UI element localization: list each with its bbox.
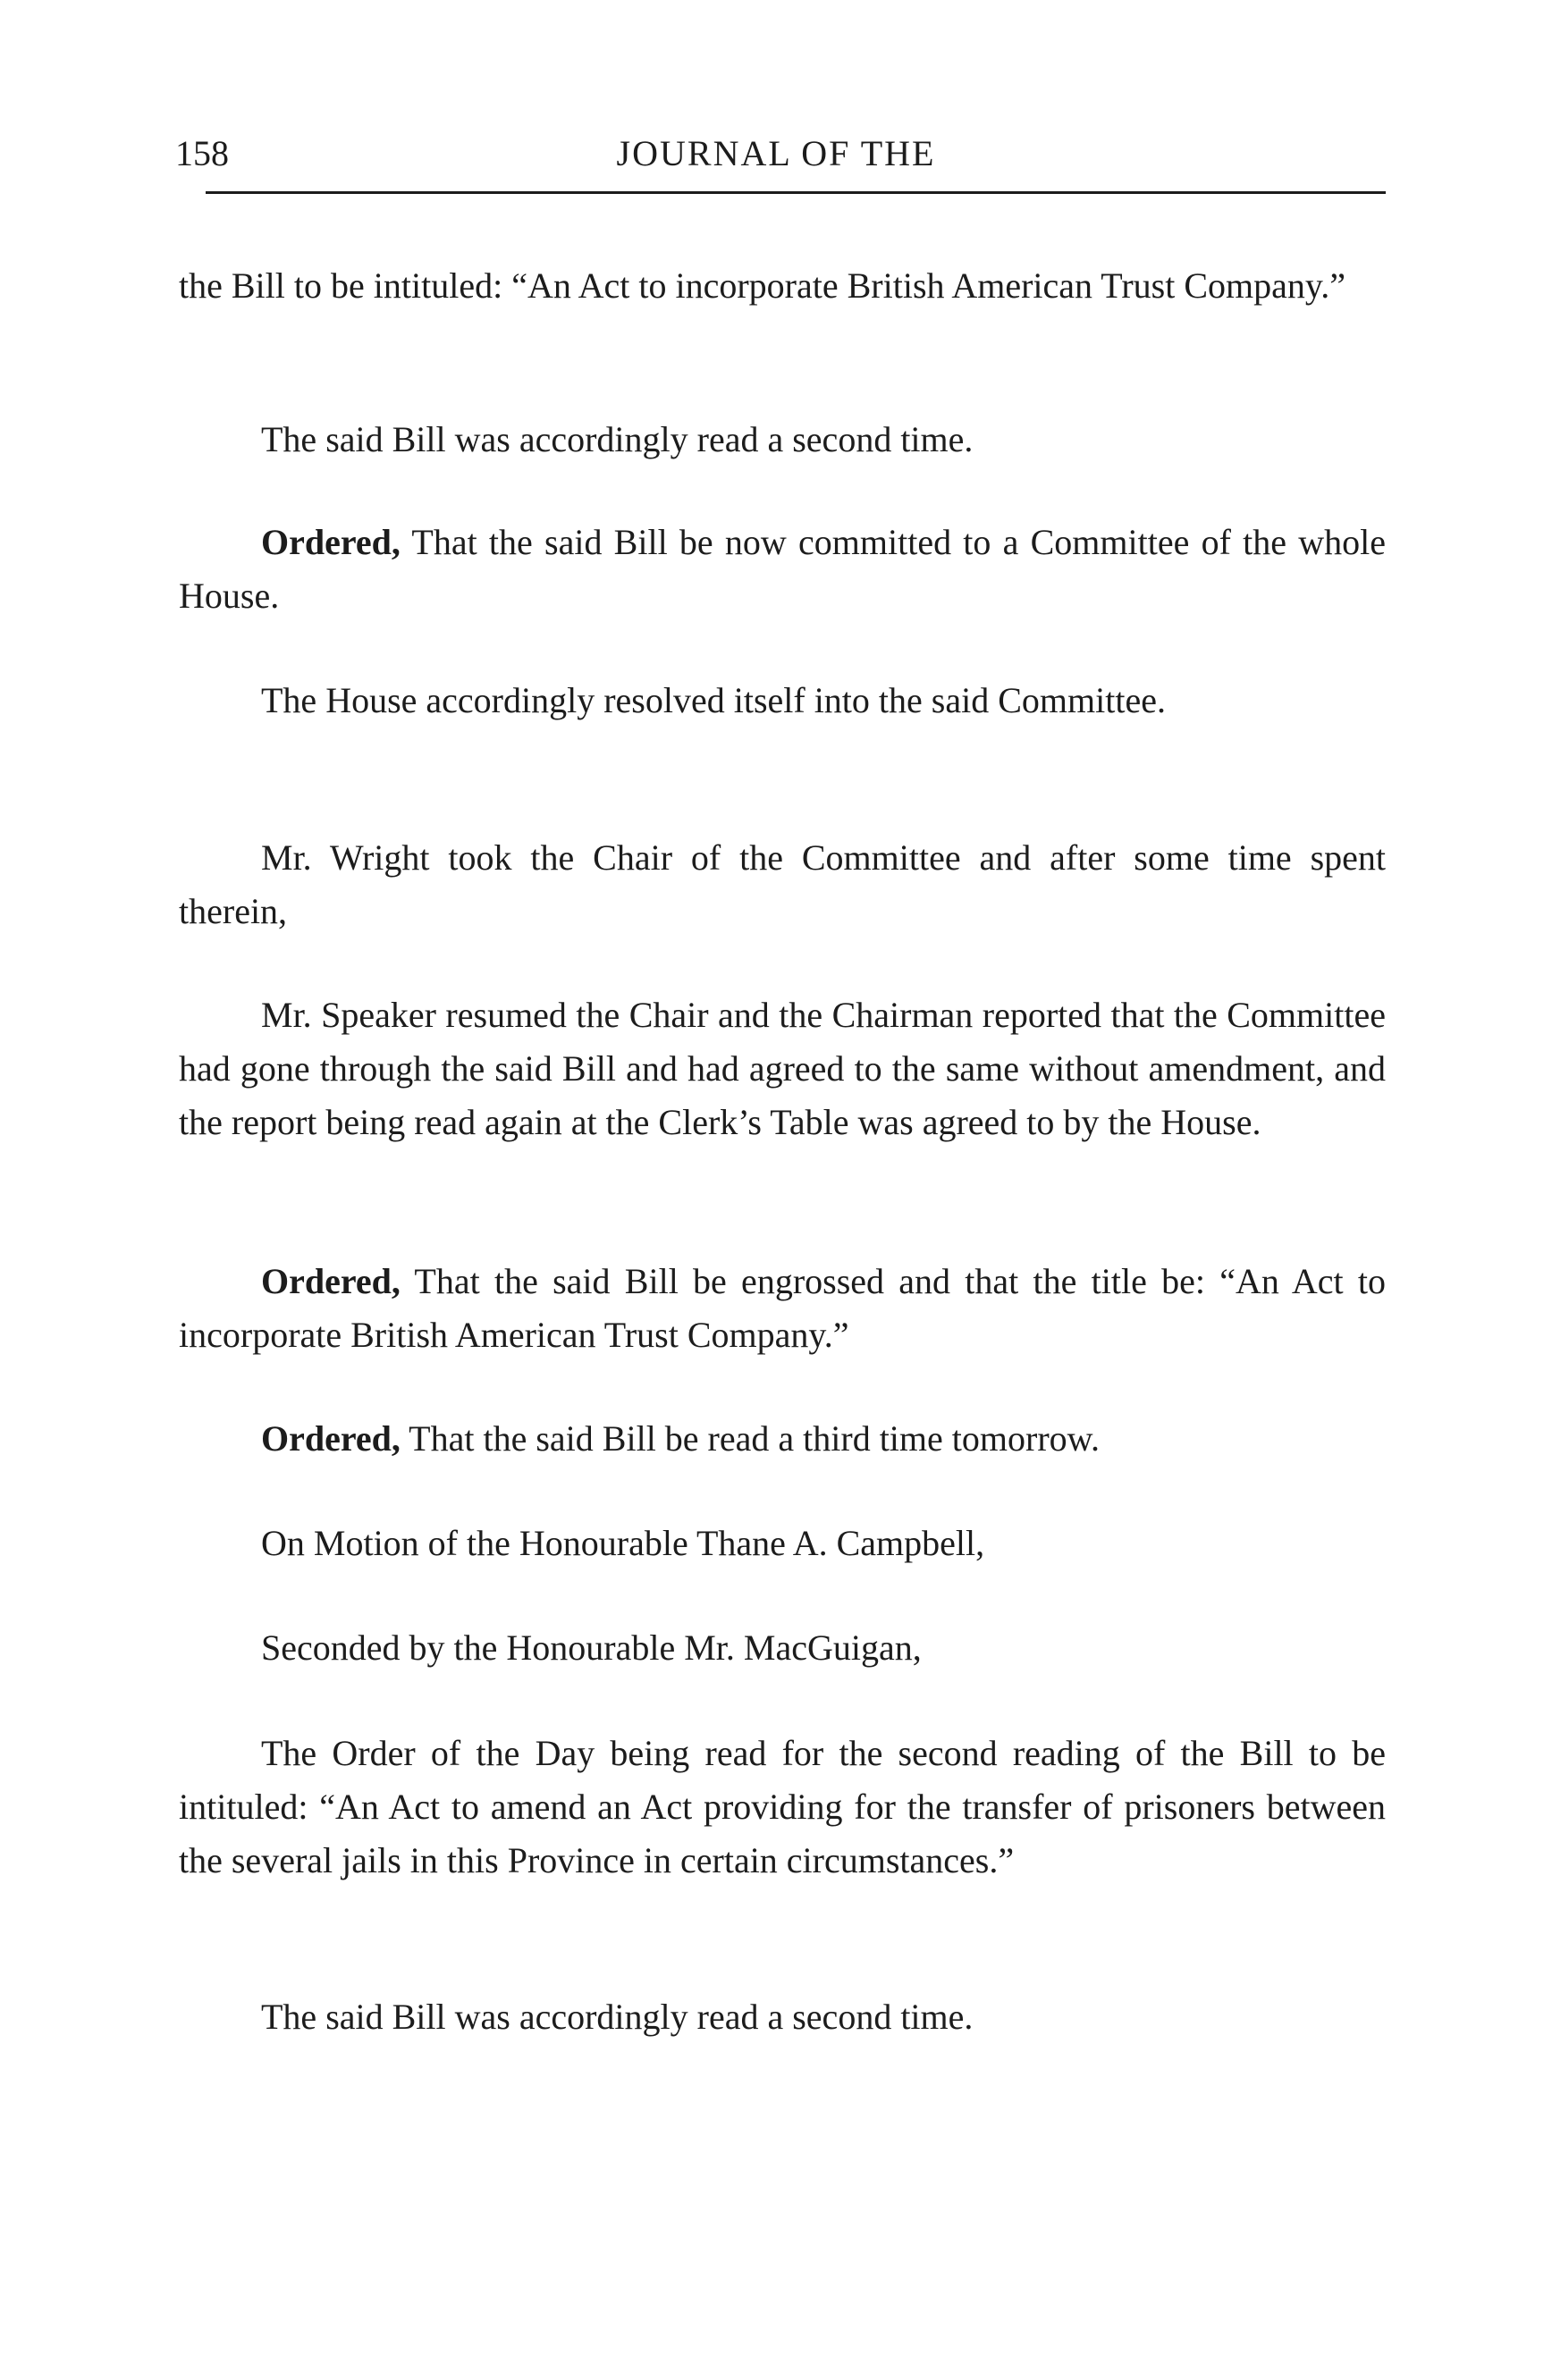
paragraph: [179, 413, 1386, 467]
paragraph: [179, 1727, 1386, 1888]
paragraph: [179, 1517, 1386, 1570]
paragraph-text: That the said Bill be now committed to a Committee of the whole House.: [179, 522, 1386, 616]
paragraph-lead: Ordered,: [261, 1261, 401, 1301]
paragraph-lead: Ordered,: [261, 522, 401, 562]
paragraph: [179, 259, 1386, 313]
paragraph: [179, 1990, 1386, 2044]
paragraph-text: Mr. Wright took the Chair of the Committee and after some time spent therein,: [179, 837, 1386, 931]
header-rule: [206, 191, 1386, 194]
paragraph-text: The said Bill was accordingly read a second time.: [261, 1997, 974, 2037]
paragraph: [179, 1255, 1386, 1362]
paragraph: [179, 1412, 1386, 1466]
paragraph-text: The said Bill was accordingly read a second time.: [261, 419, 974, 459]
paragraph: [179, 831, 1386, 938]
paragraph-text: On Motion of the Honourable Thane A. Campbell,: [261, 1523, 985, 1563]
paragraph: [179, 988, 1386, 1149]
paragraph-text: Mr. Speaker resumed the Chair and the Chairman reported that the Committee had gone through the said Bill and had agreed to the same without amendment, and the report being read again at the Clerk’s Table was agreed to by the House.: [179, 995, 1386, 1142]
paragraph: [179, 1621, 1386, 1675]
paragraph: [179, 674, 1386, 727]
paragraph-text: That the said Bill be read a third time tomorrow.: [400, 1418, 1100, 1459]
paragraph-text: Seconded by the Honourable Mr. MacGuigan,: [261, 1627, 922, 1668]
paragraph-lead: Ordered,: [261, 1418, 401, 1459]
paragraph-text: the Bill to be intituled: “An Act to incorporate British American Trust Company.”: [179, 265, 1346, 306]
running-title: JOURNAL OF THE: [616, 133, 936, 173]
paragraph-text: The House accordingly resolved itself into the said Committee.: [261, 680, 1166, 720]
paragraph: [179, 516, 1386, 623]
page-number: 158: [175, 133, 229, 173]
paragraph-text: That the said Bill be engrossed and that the title be: “An Act to incorporate British American Trust Company.”: [179, 1261, 1386, 1355]
paragraph-text: The Order of the Day being read for the second reading of the Bill to be intituled: “An Act to amend an Act providing for the transfer of prisoners between the several jails in this Province in certain circumstances.”: [179, 1733, 1386, 1880]
